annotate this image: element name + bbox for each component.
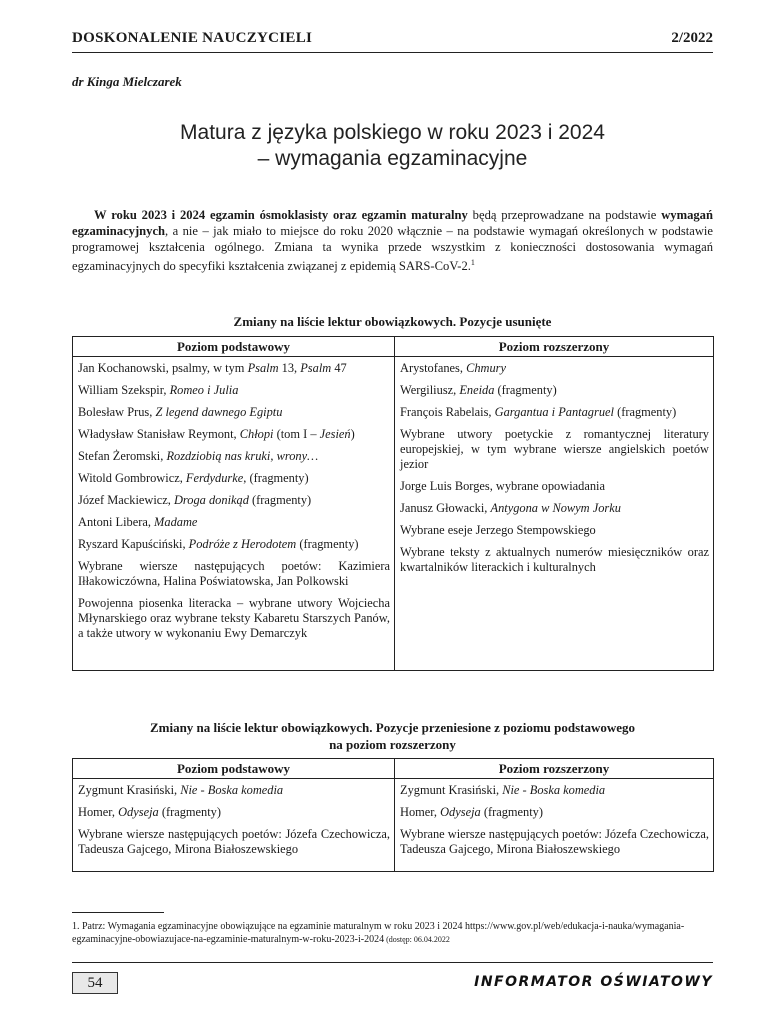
table2-header-basic: Poziom podstawowy bbox=[73, 759, 395, 779]
reading-text: Homer, bbox=[78, 805, 119, 819]
journal-section-title: DOSKONALENIE NAUCZYCIELI bbox=[72, 30, 313, 46]
reading-item bbox=[78, 596, 390, 641]
reading-text: , (fragmenty) bbox=[243, 471, 309, 485]
reading-text: Wybrane eseje Jerzego Stempowskiego bbox=[400, 523, 596, 537]
reading-item bbox=[78, 471, 390, 486]
reading-text: ) bbox=[350, 427, 355, 441]
reading-title: Podróże z Herodotem bbox=[188, 537, 297, 551]
reading-text: Janusz Głowacki, bbox=[400, 501, 491, 515]
reading-text: (fragmenty) bbox=[248, 493, 312, 507]
table1-caption: Zmiany na liście lektur obowiązkowych. Pozycje usunięte bbox=[233, 314, 552, 329]
reading-title: Eneida bbox=[459, 383, 495, 397]
reading-title: Chmury bbox=[466, 361, 507, 375]
intro-text-1: będą przeprowadzane na podstawie bbox=[467, 208, 662, 222]
reading-item bbox=[78, 493, 390, 508]
reading-item bbox=[78, 361, 390, 376]
reading-text: Wybrane wiersze następujących poetów: Józefa Czechowicza, Tadeusza Gajcego, Mirona Białoszewskiego bbox=[78, 827, 390, 856]
article-title bbox=[72, 120, 713, 172]
table2-caption-line-1: Zmiany na liście lektur obowiązkowych. Pozycje przeniesione z poziomu podstawowego bbox=[149, 720, 636, 735]
reading-item bbox=[78, 405, 390, 420]
reading-item bbox=[400, 783, 709, 798]
reading-text: (fragmenty) bbox=[480, 805, 543, 819]
reading-text: Homer, bbox=[400, 805, 441, 819]
reading-text: Bolesław Prus, bbox=[78, 405, 156, 419]
table1-basic-cell bbox=[73, 357, 395, 671]
reading-title: Z legend dawnego Egiptu bbox=[155, 405, 283, 419]
footnote-reference[interactable]: 1 bbox=[470, 258, 475, 267]
reading-text: 13, bbox=[278, 361, 301, 375]
reading-text: (fragmenty) bbox=[158, 805, 221, 819]
reading-item bbox=[400, 405, 709, 420]
reading-text: Zygmunt Krasiński, bbox=[400, 783, 503, 797]
reading-title: Romeo i Julia bbox=[169, 383, 239, 397]
reading-item bbox=[400, 479, 709, 494]
footnote bbox=[72, 921, 713, 946]
reading-item bbox=[400, 427, 709, 472]
reading-title: Odyseja bbox=[440, 805, 481, 819]
reading-item bbox=[78, 805, 390, 820]
reading-item bbox=[400, 805, 709, 820]
reading-text: (tom I – bbox=[273, 427, 320, 441]
reading-item bbox=[78, 827, 390, 857]
reading-text: (fragmenty) bbox=[613, 405, 677, 419]
table1-extended-cell bbox=[395, 357, 714, 671]
reading-text: Wybrane wiersze następujących poetów: Kazimiera Iłłakowiczówna, Halina Poświatowska, Jan Polkowski bbox=[78, 559, 390, 588]
reading-item bbox=[400, 361, 709, 376]
table2-extended-cell bbox=[395, 779, 714, 872]
reading-item bbox=[78, 383, 390, 398]
reading-item bbox=[400, 827, 709, 857]
reading-title: Odyseja bbox=[118, 805, 159, 819]
author-name: dr Kinga Mielczarek bbox=[72, 74, 182, 89]
reading-text: (fragmenty) bbox=[296, 537, 359, 551]
reading-item bbox=[400, 501, 709, 516]
reading-item bbox=[78, 449, 390, 464]
reading-text: 47 bbox=[331, 361, 347, 375]
reading-title: Madame bbox=[154, 515, 198, 529]
title-line-1: Matura z języka polskiego w roku 2023 i 2024 bbox=[180, 121, 605, 144]
reading-title: Chłopi bbox=[239, 427, 274, 441]
intro-paragraph bbox=[72, 207, 713, 274]
reading-text: Stefan Żeromski, bbox=[78, 449, 167, 463]
title-line-2: – wymagania egzaminacyjne bbox=[257, 147, 528, 170]
table1-header-basic: Poziom podstawowy bbox=[73, 337, 395, 357]
intro-bold-1: W roku 2023 i 2024 egzamin ósmoklasisty oraz egzamin maturalny bbox=[94, 208, 468, 222]
reading-text: Jan Kochanowski, psalmy, w tym bbox=[78, 361, 248, 375]
reading-text: Wergiliusz, bbox=[400, 383, 460, 397]
table2-caption bbox=[72, 719, 713, 753]
table1-header-extended: Poziom rozszerzony bbox=[395, 337, 714, 357]
moved-readings-table bbox=[72, 758, 714, 872]
page-number: 54 bbox=[72, 972, 118, 994]
reading-item bbox=[78, 515, 390, 530]
table2-caption-line-2: na poziom rozszerzony bbox=[329, 737, 456, 752]
reading-title: Nie - Boska komedia bbox=[502, 783, 606, 797]
issue-number: 2/2022 bbox=[671, 30, 713, 46]
reading-text: Jorge Luis Borges, wybrane opowiadania bbox=[400, 479, 605, 493]
reading-title: Jesień bbox=[319, 427, 351, 441]
reading-title: Psalm bbox=[300, 361, 332, 375]
intro-text-2: , a nie – jak miało to miejsce do roku 2020 włącznie – na podstawie wymagań określonych w podstawie programowej kształcenia ogólnego. Zmiana ta wynika przede wszystkim z konieczności dostosowania wymagań egzaminacyjnych do specyfiki kształcenia związanej z epidemią SARS-CoV-2. bbox=[72, 224, 713, 274]
reading-title: Gargantua i Pantagruel bbox=[494, 405, 614, 419]
reading-title: Rozdziobią nas kruki, wrony… bbox=[166, 449, 319, 463]
reading-text: Wybrane teksty z aktualnych numerów miesięczników oraz kwartalników literackich i kulturalnych bbox=[400, 545, 709, 574]
reading-text: Witold Gombrowicz, bbox=[78, 471, 186, 485]
reading-item bbox=[78, 537, 390, 552]
reading-title: Nie - Boska komedia bbox=[180, 783, 284, 797]
reading-item bbox=[400, 545, 709, 575]
reading-item bbox=[78, 783, 390, 798]
reading-text: (fragmenty) bbox=[494, 383, 557, 397]
footnote-text: 1. Patrz: Wymagania egzaminacyjne obowiązujące na egzaminie maturalnym w roku 2023 i 2024 https://www.gov.pl/web/edukacja-i-nauka/wymagania-egzaminacyjne-obowiazujace-na-egzaminie-maturalnym-w-roku-2023-i-2024 bbox=[72, 921, 685, 945]
publication-brand: INFORMATOR OŚWIATOWY bbox=[474, 974, 713, 990]
reading-text: Ryszard Kapuściński, bbox=[78, 537, 189, 551]
reading-text: Zygmunt Krasiński, bbox=[78, 783, 181, 797]
reading-item bbox=[400, 523, 709, 538]
removed-readings-table bbox=[72, 336, 714, 671]
running-header bbox=[72, 30, 713, 53]
reading-text: Józef Mackiewicz, bbox=[78, 493, 174, 507]
table2-header-extended: Poziom rozszerzony bbox=[395, 759, 714, 779]
table2-basic-cell bbox=[73, 779, 395, 872]
reading-text: William Szekspir, bbox=[78, 383, 170, 397]
reading-text: Władysław Stanisław Reymont, bbox=[78, 427, 240, 441]
reading-text: Antoni Libera, bbox=[78, 515, 155, 529]
reading-text: Arystofanes, bbox=[400, 361, 467, 375]
footer-divider bbox=[72, 962, 713, 963]
reading-item bbox=[400, 383, 709, 398]
reading-item bbox=[78, 427, 390, 442]
reading-text: François Rabelais, bbox=[400, 405, 495, 419]
footnote-access-date: (dostęp: 06.04.2022 bbox=[384, 934, 450, 944]
reading-text: Wybrane utwory poetyckie z romantycznej literatury europejskiej, w tym wybrane wiersze angielskich poetów jezior bbox=[400, 427, 709, 471]
reading-title: Antygona w Nowym Jorku bbox=[490, 501, 621, 515]
reading-text: Wybrane wiersze następujących poetów: Józefa Czechowicza, Tadeusza Gajcego, Mirona Białoszewskiego bbox=[400, 827, 709, 856]
intro-bold-2: wymagań egzaminacyjnych bbox=[72, 208, 713, 238]
reading-item bbox=[78, 559, 390, 589]
reading-title: Psalm bbox=[247, 361, 279, 375]
reading-title: Droga donikąd bbox=[173, 493, 249, 507]
reading-text: Powojenna piosenka literacka – wybrane utwory Wojciecha Młynarskiego oraz wybrane teksty Kabaretu Starszych Panów, a także utwory w wykonaniu Ewy Demarczyk bbox=[78, 596, 390, 640]
footnote-divider bbox=[72, 912, 164, 913]
reading-title: Ferdydurke bbox=[185, 471, 244, 485]
